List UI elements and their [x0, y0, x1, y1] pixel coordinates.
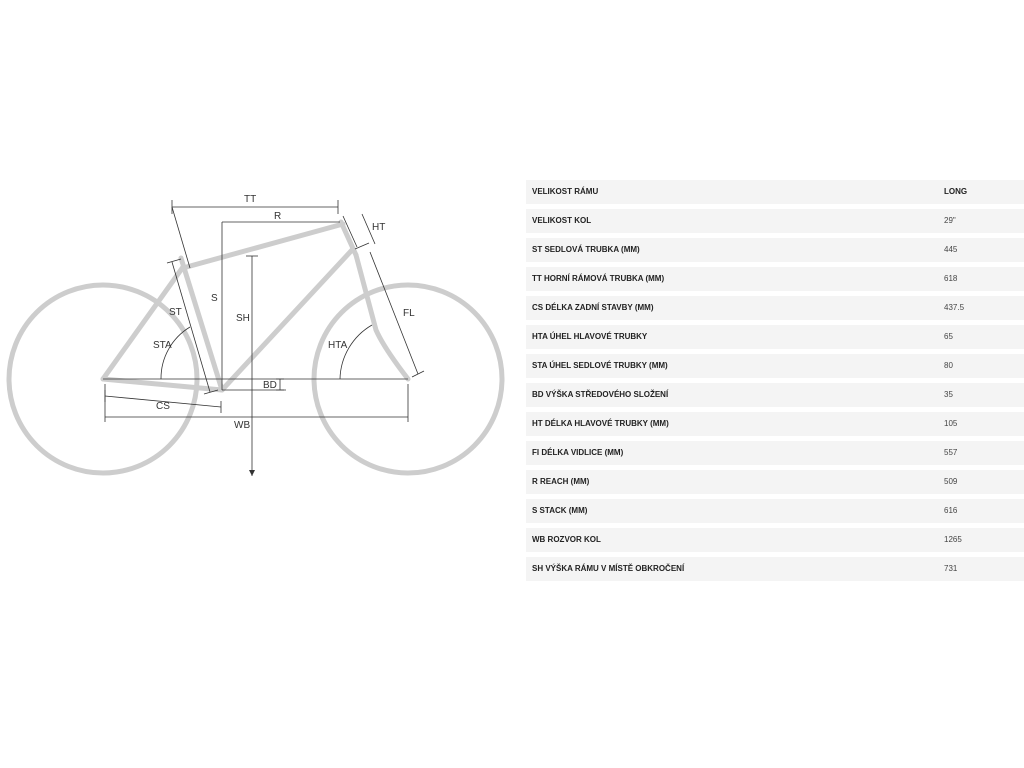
bd-label: BD: [263, 380, 277, 391]
sta-label: STA: [153, 340, 172, 351]
param-value: 1265: [944, 535, 962, 544]
table-row: [526, 499, 1024, 523]
cs-label: CS: [156, 401, 170, 412]
param-value: 731: [944, 564, 958, 573]
sh-label: SH: [236, 313, 250, 324]
geometry-rows: [526, 209, 1024, 581]
head-tube: [341, 222, 356, 255]
param-name: R REACH (MM): [532, 477, 590, 486]
fl-label: FL: [403, 308, 415, 319]
param-name: ST SEDLOVÁ TRUBKA (MM): [532, 245, 640, 254]
param-value: 80: [944, 361, 953, 370]
table-row: [526, 209, 1024, 233]
param-value: 557: [944, 448, 958, 457]
param-value: 35: [944, 390, 953, 399]
table-row: [526, 354, 1024, 378]
geometry-table-header: [526, 180, 1024, 204]
param-name: FI DÉLKA VIDLICE (MM): [532, 448, 624, 457]
param-value: 437.5: [944, 303, 965, 312]
param-name: CS DÉLKA ZADNÍ STAVBY (MM): [532, 303, 654, 312]
chainstay: [103, 379, 222, 390]
table-row: [526, 238, 1024, 262]
table-row: [526, 296, 1024, 320]
param-name: SH VÝŠKA RÁMU V MÍSTĚ OBKROČENÍ: [532, 564, 685, 573]
param-value: 616: [944, 506, 958, 515]
table-row: [526, 325, 1024, 349]
st-label: ST: [169, 307, 182, 318]
s-label: S: [211, 293, 218, 304]
table-row: [526, 470, 1024, 494]
param-name: TT HORNÍ RÁMOVÁ TRUBKA (MM): [532, 274, 665, 283]
param-name: BD VÝŠKA STŘEDOVÉHO SLOŽENÍ: [532, 390, 669, 399]
hta-angle-arc: [340, 325, 372, 379]
table-row: [526, 412, 1024, 436]
wb-label: WB: [234, 420, 251, 431]
r-label: R: [274, 211, 282, 222]
fork: [356, 255, 408, 379]
hta-label: HTA: [328, 340, 348, 351]
table-row: [526, 267, 1024, 291]
param-name: HTA ÚHEL HLAVOVÉ TRUBKY: [532, 332, 648, 341]
param-name: HT DÉLKA HLAVOVÉ TRUBKY (MM): [532, 419, 669, 428]
top-tube: [183, 224, 343, 268]
param-name: STA ÚHEL SEDLOVÉ TRUBKY (MM): [532, 361, 668, 370]
param-name: VELIKOST KOL: [532, 216, 592, 225]
table-row: [526, 383, 1024, 407]
param-value: 105: [944, 419, 958, 428]
header-param-label: VELIKOST RÁMU: [532, 187, 599, 196]
geometry-table: [526, 180, 1024, 586]
ht-label: HT: [372, 222, 386, 233]
param-value: 509: [944, 477, 958, 486]
seat-tube: [181, 258, 222, 390]
param-value: 445: [944, 245, 958, 254]
param-name: WB ROZVOR KOL: [532, 535, 601, 544]
table-row: [526, 557, 1024, 581]
header-size-label: LONG: [944, 187, 968, 196]
param-value: 65: [944, 332, 953, 341]
table-row: [526, 441, 1024, 465]
table-row: [526, 528, 1024, 552]
param-value: 29": [944, 216, 956, 225]
param-value: 618: [944, 274, 958, 283]
tt-label: TT: [244, 194, 257, 205]
param-name: S STACK (MM): [532, 506, 588, 515]
